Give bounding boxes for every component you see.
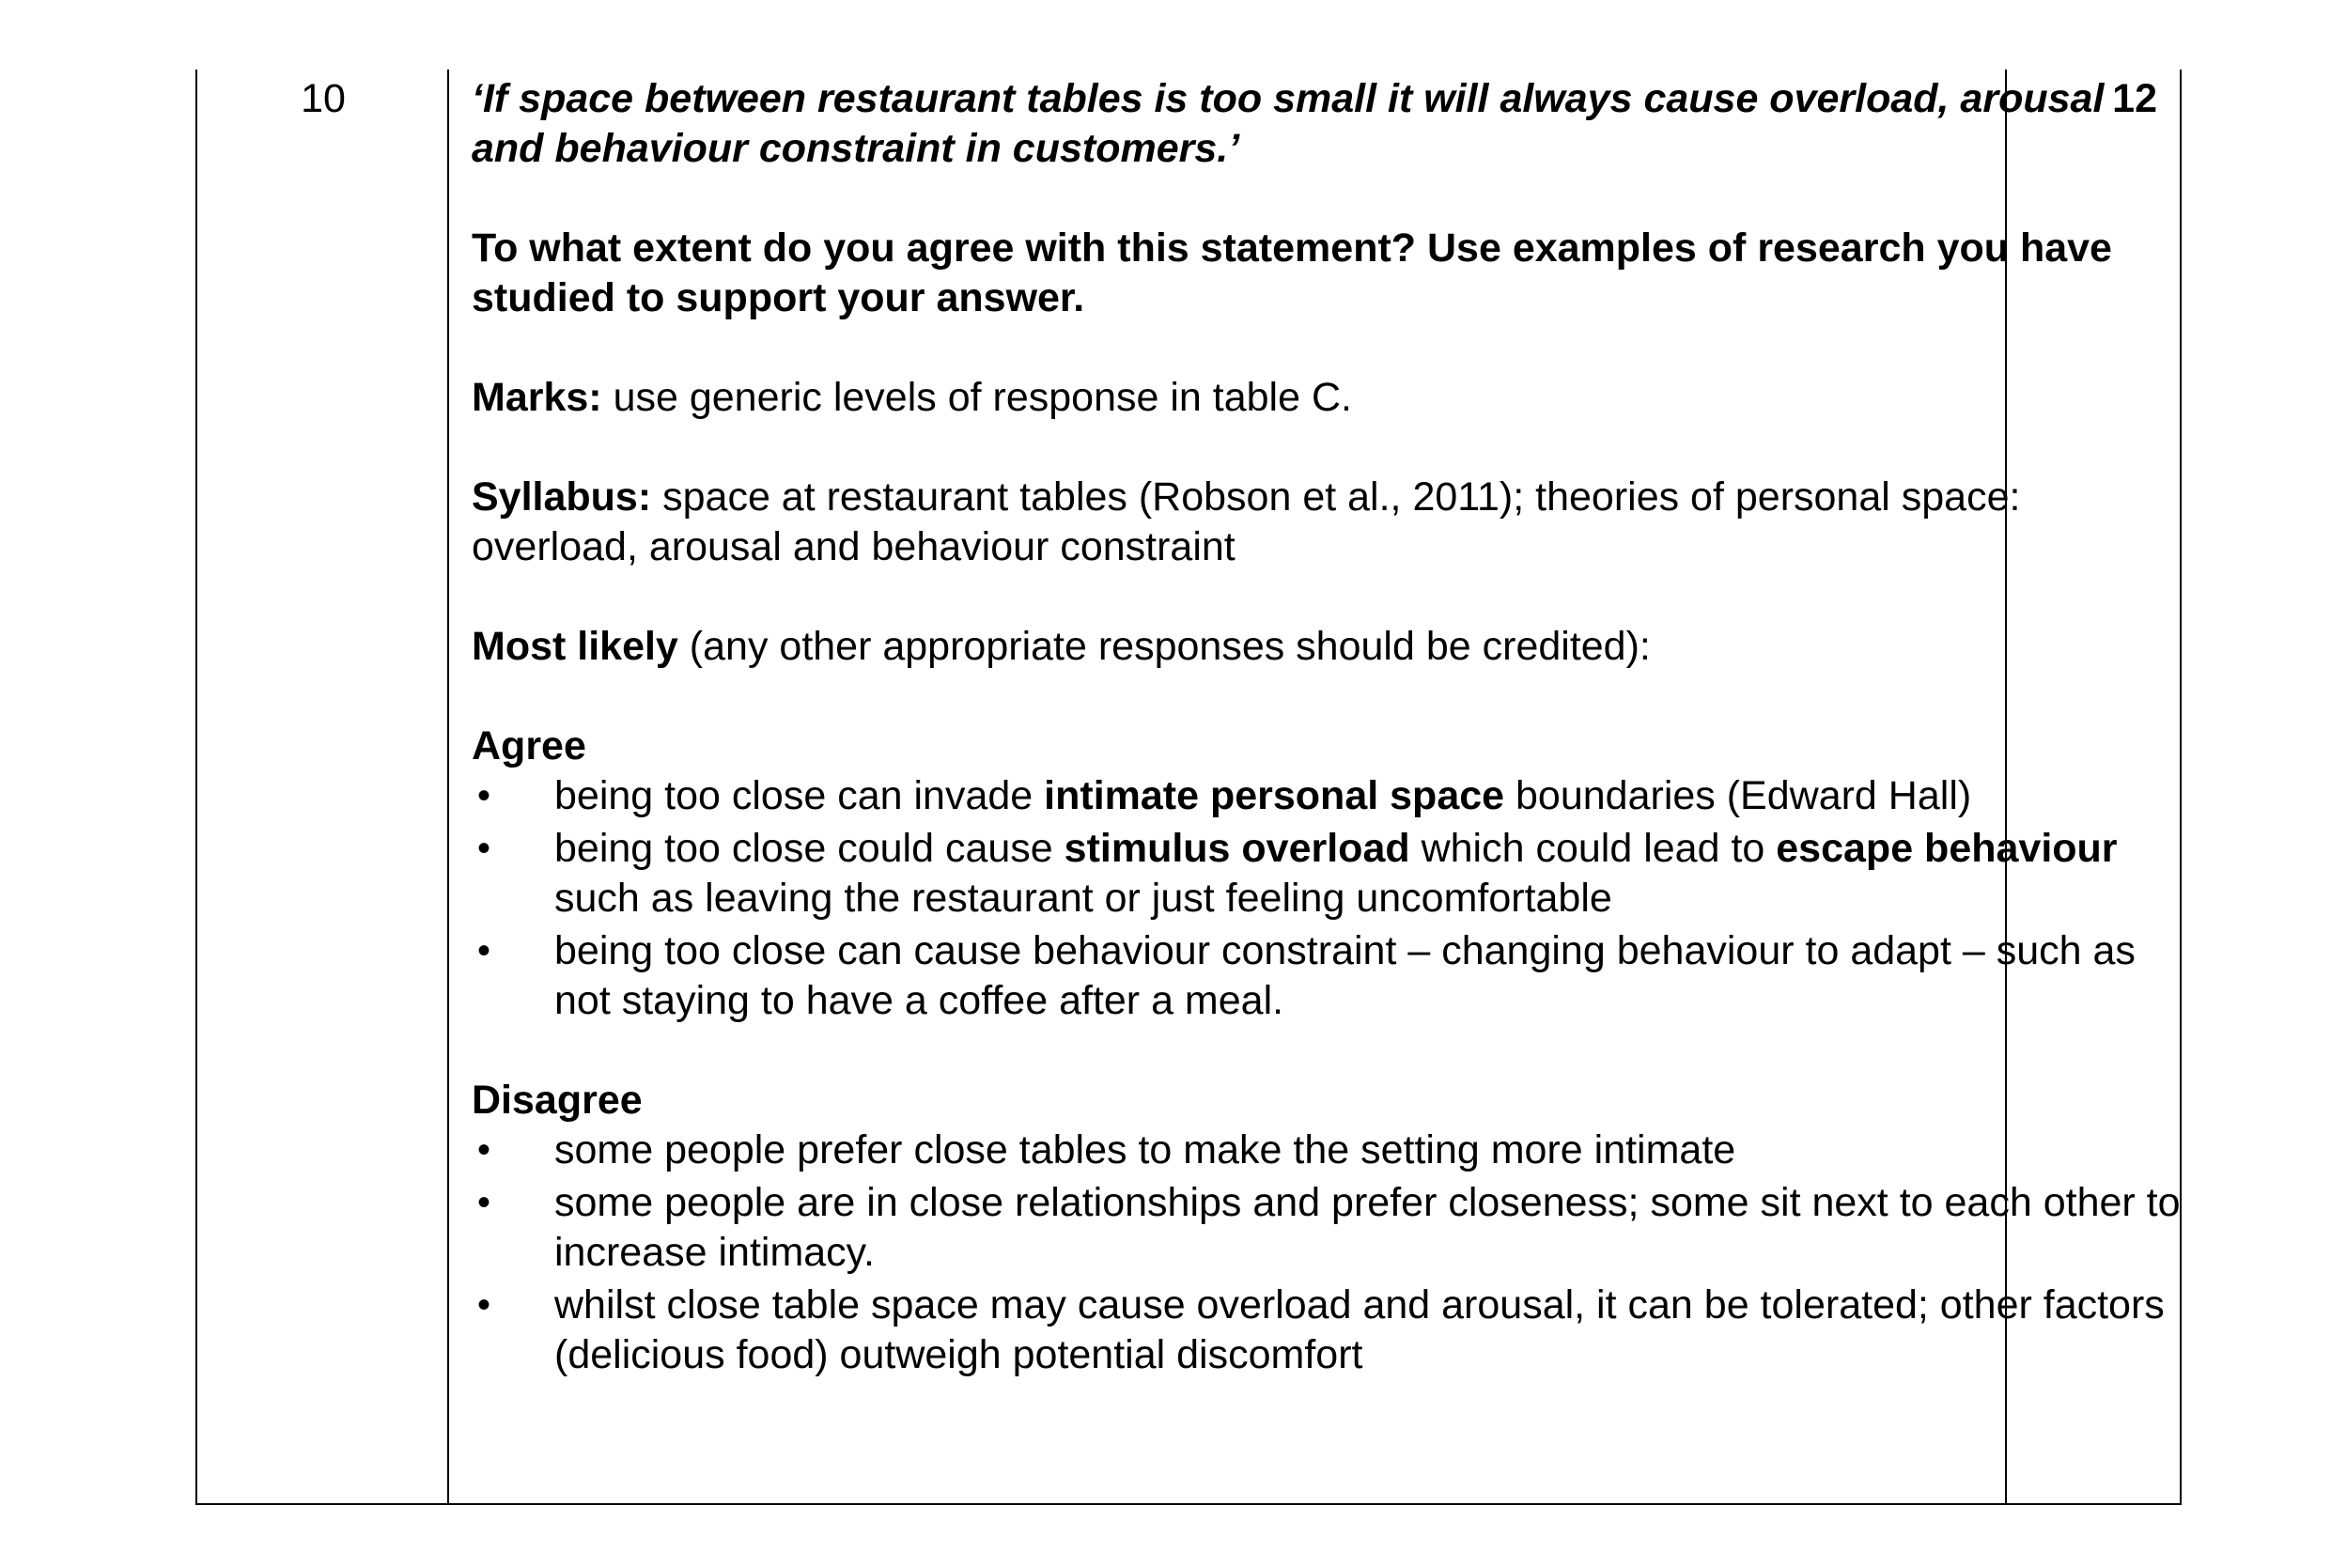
disagree-heading: Disagree bbox=[472, 1078, 643, 1123]
most-likely-text: (any other appropriate responses should be credited): bbox=[677, 624, 1651, 669]
syllabus-text: space at restaurant tables (Robson et al., 2011); theories of personal space: overload, arousal and behaviour constraint bbox=[472, 474, 2021, 569]
table-border-left bbox=[195, 70, 197, 1505]
question-quote: ‘If space between restaurant tables is too small it will always cause overload, arousal and behaviour constraint in customers.’ bbox=[472, 76, 2105, 171]
agree-list bbox=[472, 771, 2183, 1026]
list-item bbox=[472, 824, 2183, 924]
bullet-icon: • bbox=[477, 1182, 491, 1223]
agree-item-text: which could lead to bbox=[1409, 826, 1777, 871]
disagree-item-text: some people are in close relationships and prefer closeness; some sit next to each other to increase intimacy. bbox=[554, 1180, 2181, 1275]
most-likely-note bbox=[472, 622, 2183, 672]
agree-item-text: being too close can invade bbox=[554, 773, 1045, 818]
list-item bbox=[472, 771, 2183, 821]
agree-item-text: being too close could cause bbox=[554, 826, 1064, 871]
table-divider-number bbox=[447, 70, 449, 1505]
agree-item-text: being too close can cause behaviour constraint – changing behaviour to adapt – such as not staying to have a coffee after a meal. bbox=[554, 928, 2136, 1023]
bullet-icon: • bbox=[477, 1129, 491, 1171]
agree-item-emphasis: stimulus overload bbox=[1064, 826, 1410, 871]
disagree-item-text: some people prefer close tables to make the setting more intimate bbox=[554, 1127, 1736, 1172]
agree-item-emphasis: escape behaviour bbox=[1776, 826, 2118, 871]
bullet-icon: • bbox=[477, 930, 491, 971]
question-instruction: To what extent do you agree with this statement? Use examples of research you have studied to support your answer. bbox=[472, 225, 2112, 320]
syllabus-label: Syllabus: bbox=[472, 474, 652, 520]
disagree-list bbox=[472, 1126, 2183, 1380]
disagree-item-text: whilst close table space may cause overload and arousal, it can be tolerated; other factors (delicious food) outweigh potential discomfort bbox=[554, 1282, 2165, 1377]
marks-note bbox=[472, 373, 2183, 423]
question-marks: 12 bbox=[2112, 76, 2157, 121]
agree-item-emphasis: intimate personal space bbox=[1044, 773, 1505, 818]
list-item bbox=[472, 1126, 2183, 1175]
list-item bbox=[472, 926, 2183, 1026]
table-border-bottom bbox=[195, 1503, 2182, 1505]
mark-scheme-table bbox=[195, 70, 2182, 1505]
agree-item-text: such as leaving the restaurant or just feeling uncomfortable bbox=[554, 876, 1612, 921]
agree-heading: Agree bbox=[472, 723, 586, 768]
answer-guidance bbox=[472, 74, 2183, 1383]
question-number: 10 bbox=[301, 76, 346, 121]
most-likely-label: Most likely bbox=[472, 624, 678, 669]
agree-item-text: boundaries (Edward Hall) bbox=[1504, 773, 1972, 818]
marks-note-label: Marks: bbox=[472, 375, 602, 420]
syllabus-note bbox=[472, 473, 2183, 572]
bullet-icon: • bbox=[477, 828, 491, 869]
bullet-icon: • bbox=[477, 775, 491, 816]
list-item bbox=[472, 1281, 2183, 1380]
list-item bbox=[472, 1178, 2183, 1278]
marks-note-text: use generic levels of response in table C. bbox=[601, 375, 1352, 420]
bullet-icon: • bbox=[477, 1284, 491, 1326]
